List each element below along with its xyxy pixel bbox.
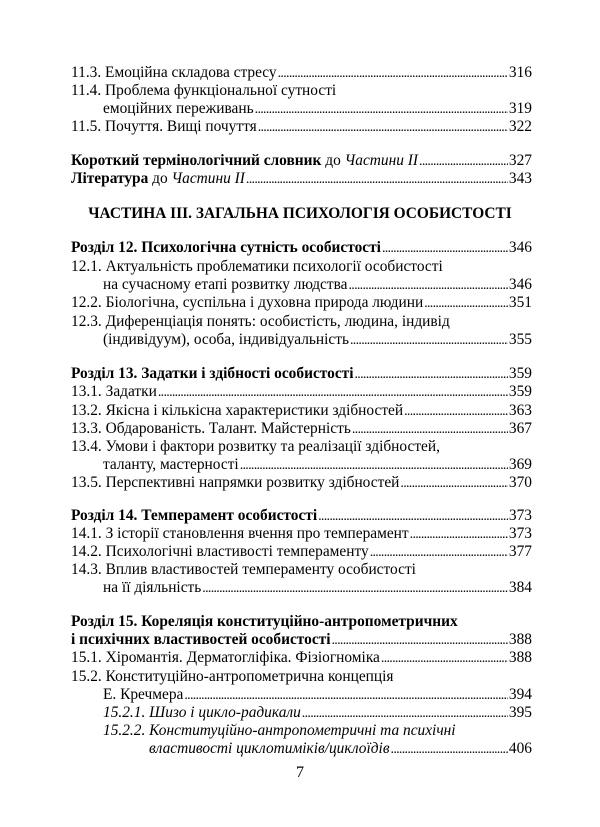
toc-entry-13-5 xyxy=(71,472,532,494)
toc-entry-connector: до xyxy=(321,152,345,169)
toc-entry-text: 13.5. Перспективні напрямки розвитку здібностей xyxy=(71,474,400,491)
leader-dots xyxy=(391,739,508,761)
toc-page-number: 406 xyxy=(508,740,532,757)
toc-entry-text: 14.3. Вплив властивостей темпераменту особистості xyxy=(71,561,416,578)
toc-page-number: 384 xyxy=(508,579,532,596)
toc-entry-text: 14.2. Психологічні властивості темпераменту xyxy=(71,543,369,560)
toc-entry-12-3-cont xyxy=(103,329,532,351)
toc-page-number: 395 xyxy=(508,704,532,721)
toc-entry-italic: Частини ІІ xyxy=(171,170,245,187)
toc-entry-text: 12.1. Актуальність проблематики психології особистості xyxy=(71,258,443,275)
toc-page-number: 370 xyxy=(508,474,532,491)
toc-entry-text: (індивідуум), особа, індивідуальність xyxy=(103,331,349,348)
leader-dots xyxy=(350,330,508,352)
toc-page-number: 388 xyxy=(508,631,532,648)
toc-entry-text: 12.3. Диференціація понять: особистість, людина, індивід xyxy=(71,313,450,330)
toc-page-number: 369 xyxy=(508,456,532,473)
toc-page-number: 355 xyxy=(508,331,532,348)
toc-page-number: 319 xyxy=(508,100,532,117)
toc-page-number: 346 xyxy=(508,239,532,256)
toc-entry-text: Е. Кречмера xyxy=(103,686,184,703)
toc-entry-text: на її діяльність xyxy=(103,579,202,596)
part-title: ЧАСТИНА ІІІ. ЗАГАЛЬНА ПСИХОЛОГІЯ ОСОБИСТОСТІ xyxy=(88,205,512,222)
toc-page-number: 377 xyxy=(508,543,532,560)
toc-entry-text: 11.4. Проблема функціональної сутності xyxy=(71,82,337,99)
toc-entry-text: властивості циклотиміків/циклоїдів xyxy=(149,740,390,757)
toc-page-number: 316 xyxy=(508,64,532,81)
toc-entry-text: 13.2. Якісна і кількісна характеристики здібностей xyxy=(71,402,404,419)
toc-entry-italic: Частини ІІ xyxy=(344,152,419,169)
toc-entry-text: 11.5. Почуття. Вищі почуття xyxy=(71,118,257,135)
toc-section-title: Розділ 12. Психологічна сутність особистості xyxy=(71,239,381,256)
toc-section-title: Розділ 15. Кореляція конституційно-антропометричних xyxy=(71,613,458,630)
toc-entry-text: на сучасному етапі розвитку людства xyxy=(103,276,348,293)
leader-dots xyxy=(202,578,508,600)
toc-page-number: 346 xyxy=(508,276,532,293)
toc-entry-text: 13.3. Обдарованість. Талант. Майстерність xyxy=(71,420,351,437)
toc-page-number: 388 xyxy=(508,649,532,666)
toc-entry-text: 13.1. Задатки xyxy=(71,383,157,400)
toc-entry-text: 15.2.2. Конституційно-антропометричні та психічні xyxy=(103,722,456,739)
leader-dots xyxy=(246,169,508,191)
toc-page-number: 327 xyxy=(508,152,532,169)
toc-entry-text: 13.4. Умови і фактори розвитку та реалізації здібностей, xyxy=(71,438,440,455)
toc-entry-bold: Література xyxy=(71,170,149,187)
toc-page-number: 322 xyxy=(508,118,532,135)
toc-entry-bold: Короткий термінологічний словник xyxy=(71,152,322,169)
toc-entry-11-5 xyxy=(71,116,532,138)
toc-page-number: 359 xyxy=(508,383,532,400)
toc-entry-text: 12.2. Біологічна, суспільна і духовна природа людини xyxy=(71,294,424,311)
toc-entry-text: 14.1. З історії становлення вчення про темперамент xyxy=(71,525,409,542)
toc-page-number: 373 xyxy=(508,525,532,542)
toc-entry-14-3-cont xyxy=(103,577,532,599)
toc-entry-text: 15.2. Конституційно-антропометрична концепція xyxy=(71,668,394,685)
toc-entry-text: 15.1. Хіромантія. Дерматогліфіка. Фізіогноміка xyxy=(71,649,380,666)
toc-page-number: 367 xyxy=(508,420,532,437)
toc-entry-connector: до xyxy=(148,170,172,187)
page-number: 7 xyxy=(296,764,304,781)
toc-entry-text: емоційних переживань xyxy=(103,100,254,117)
toc-page-number: 351 xyxy=(508,294,532,311)
toc-entry-literature xyxy=(71,168,532,190)
toc-page-number: 359 xyxy=(508,365,532,382)
toc-entry-text: 15.2.1. Шизо і цикло-радикали xyxy=(103,704,301,721)
toc-section-title: і психічних властивостей особистості xyxy=(71,631,331,648)
leader-dots xyxy=(400,473,508,495)
toc-entry-text xyxy=(71,168,245,190)
toc-page-number: 394 xyxy=(508,686,532,703)
toc-entry-15-2-2-cont xyxy=(149,738,532,760)
leader-dots xyxy=(258,117,508,139)
toc-entry-text: 11.3. Емоційна складова стресу xyxy=(71,64,277,81)
toc-page-number: 363 xyxy=(508,402,532,419)
toc-page-number: 373 xyxy=(508,507,532,524)
toc-section-title: Розділ 13. Задатки і здібності особистості xyxy=(71,365,354,382)
toc-entry-text: таланту, мастерності xyxy=(103,456,239,473)
toc-section-title: Розділ 14. Темперамент особистості xyxy=(71,507,318,524)
toc-page-number: 343 xyxy=(508,170,532,187)
